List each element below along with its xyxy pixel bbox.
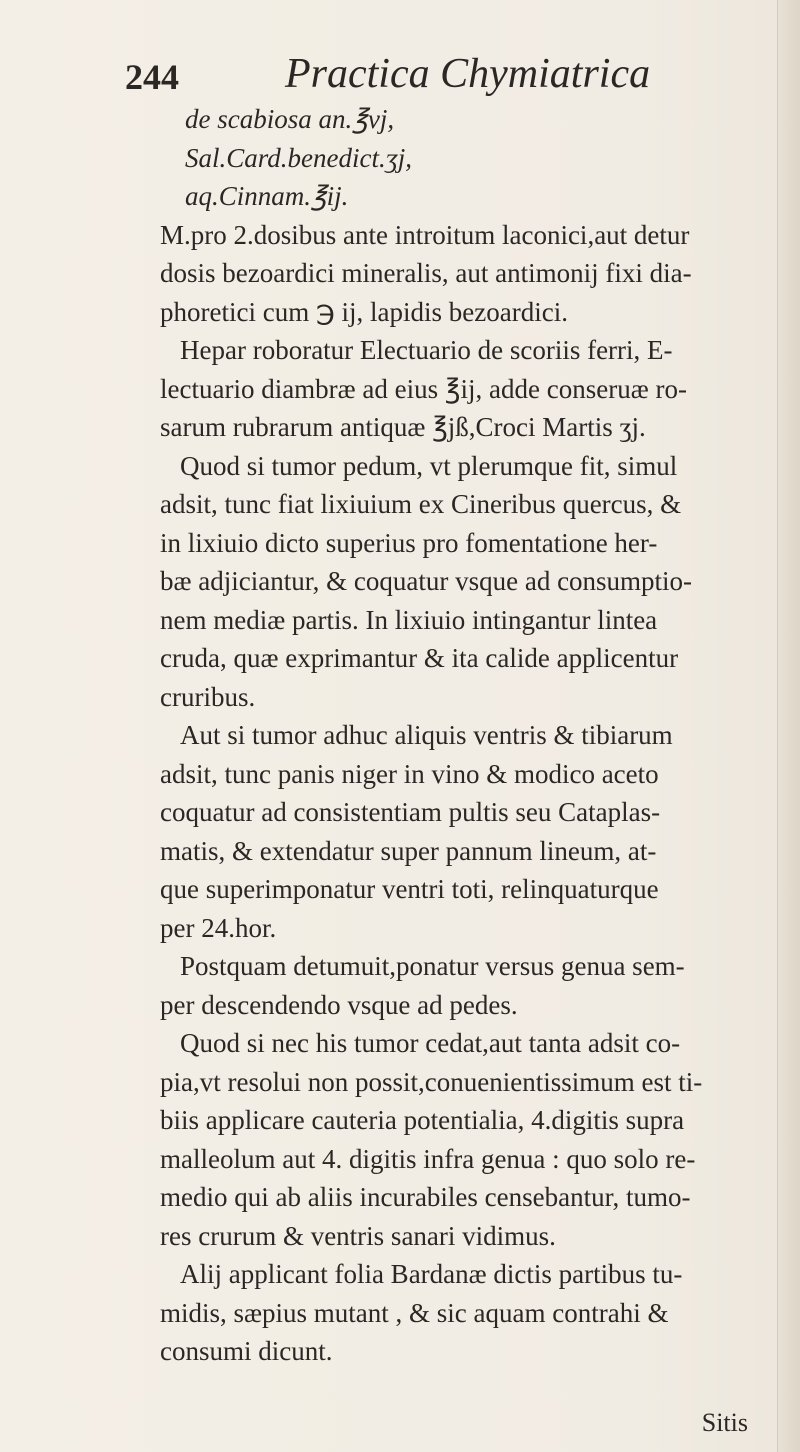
text-line: midis, sæpius mutant , & sic aquam contrahi & xyxy=(160,1297,669,1328)
text-line: Hepar roboratur Electuario de scoriis ferri, E- xyxy=(180,335,673,365)
running-title: Practica Chymiatrica xyxy=(285,51,651,97)
catchword: Sitis xyxy=(701,1408,748,1437)
text-line: malleolum aut 4. digitis infra genua : quo solo re- xyxy=(160,1143,696,1174)
page-header xyxy=(125,48,740,98)
text-line: bæ adjiciantur, & coquatur vsque ad consumptio- xyxy=(160,566,693,596)
text-line: lectuario diambræ ad eius ℥ij, adde conseruæ ro- xyxy=(160,373,687,404)
text-line: in lixiuio dicto superius pro fomentatione her- xyxy=(160,527,658,558)
text-line: que superimponatur ventri toti, relinquaturque xyxy=(160,874,659,904)
page-edge xyxy=(777,0,800,1452)
text-line: biis applicare cauteria potentialia, 4.digitis supra xyxy=(160,1105,685,1135)
text-line: per 24.hor. xyxy=(160,912,277,943)
text-line: dosis bezoardici mineralis, aut antimonij fixi dia- xyxy=(160,258,692,288)
text-line: M.pro 2.dosibus ante introitum laconici,aut detur xyxy=(160,219,690,250)
text-line: Sal.Card.benedict.ʒj, xyxy=(185,142,412,173)
text-line: coquatur ad consistentiam pultis seu Cataplas- xyxy=(160,797,661,827)
text-line: de scabiosa an.℥vj, xyxy=(185,104,395,134)
page-number: 244 xyxy=(125,57,179,97)
text-line: Alij applicant folia Bardanæ dictis partibus tu- xyxy=(180,1259,683,1289)
text-line: aq.Cinnam.℥ij. xyxy=(185,181,349,211)
text-line: medio qui ab aliis incurabiles censebantur, tumo- xyxy=(160,1182,691,1212)
text-line: per descendendo vsque ad pedes. xyxy=(160,989,518,1020)
text-line: matis, & extendatur super pannum lineum, at- xyxy=(160,835,657,866)
text-line: Quod si tumor pedum, vt plerumque fit, simul xyxy=(180,450,678,481)
text-line: adsit, tunc fiat lixiuium ex Cineribus quercus, & xyxy=(160,489,682,519)
text-line: sarum rubrarum antiquæ ℥jß,Croci Martis ʒj. xyxy=(160,412,646,442)
text-line: cruribus. xyxy=(160,681,256,712)
text-line: phoretici cum ℈ ij, lapidis bezoardici. xyxy=(160,296,568,327)
text-line: nem mediæ partis. In lixiuio intingantur lintea xyxy=(160,604,658,635)
text-line: Quod si nec his tumor cedat,aut tanta adsit co- xyxy=(180,1028,681,1058)
text-line: consumi dicunt. xyxy=(160,1336,333,1366)
text-line: pia,vt resolui non possit,conuenientissimum est ti- xyxy=(160,1066,703,1097)
body-text xyxy=(160,100,720,1371)
text-line: adsit, tunc panis niger in vino & modico aceto xyxy=(160,758,659,789)
text-line: Postquam detumuit,ponatur versus genua sem- xyxy=(180,951,685,981)
text-line: res crurum & ventris sanari vidimus. xyxy=(160,1220,556,1251)
text-line: cruda, quæ exprimantur & ita calide applicentur xyxy=(160,643,679,673)
text-line: Aut si tumor adhuc aliquis ventris & tibiarum xyxy=(180,720,673,750)
